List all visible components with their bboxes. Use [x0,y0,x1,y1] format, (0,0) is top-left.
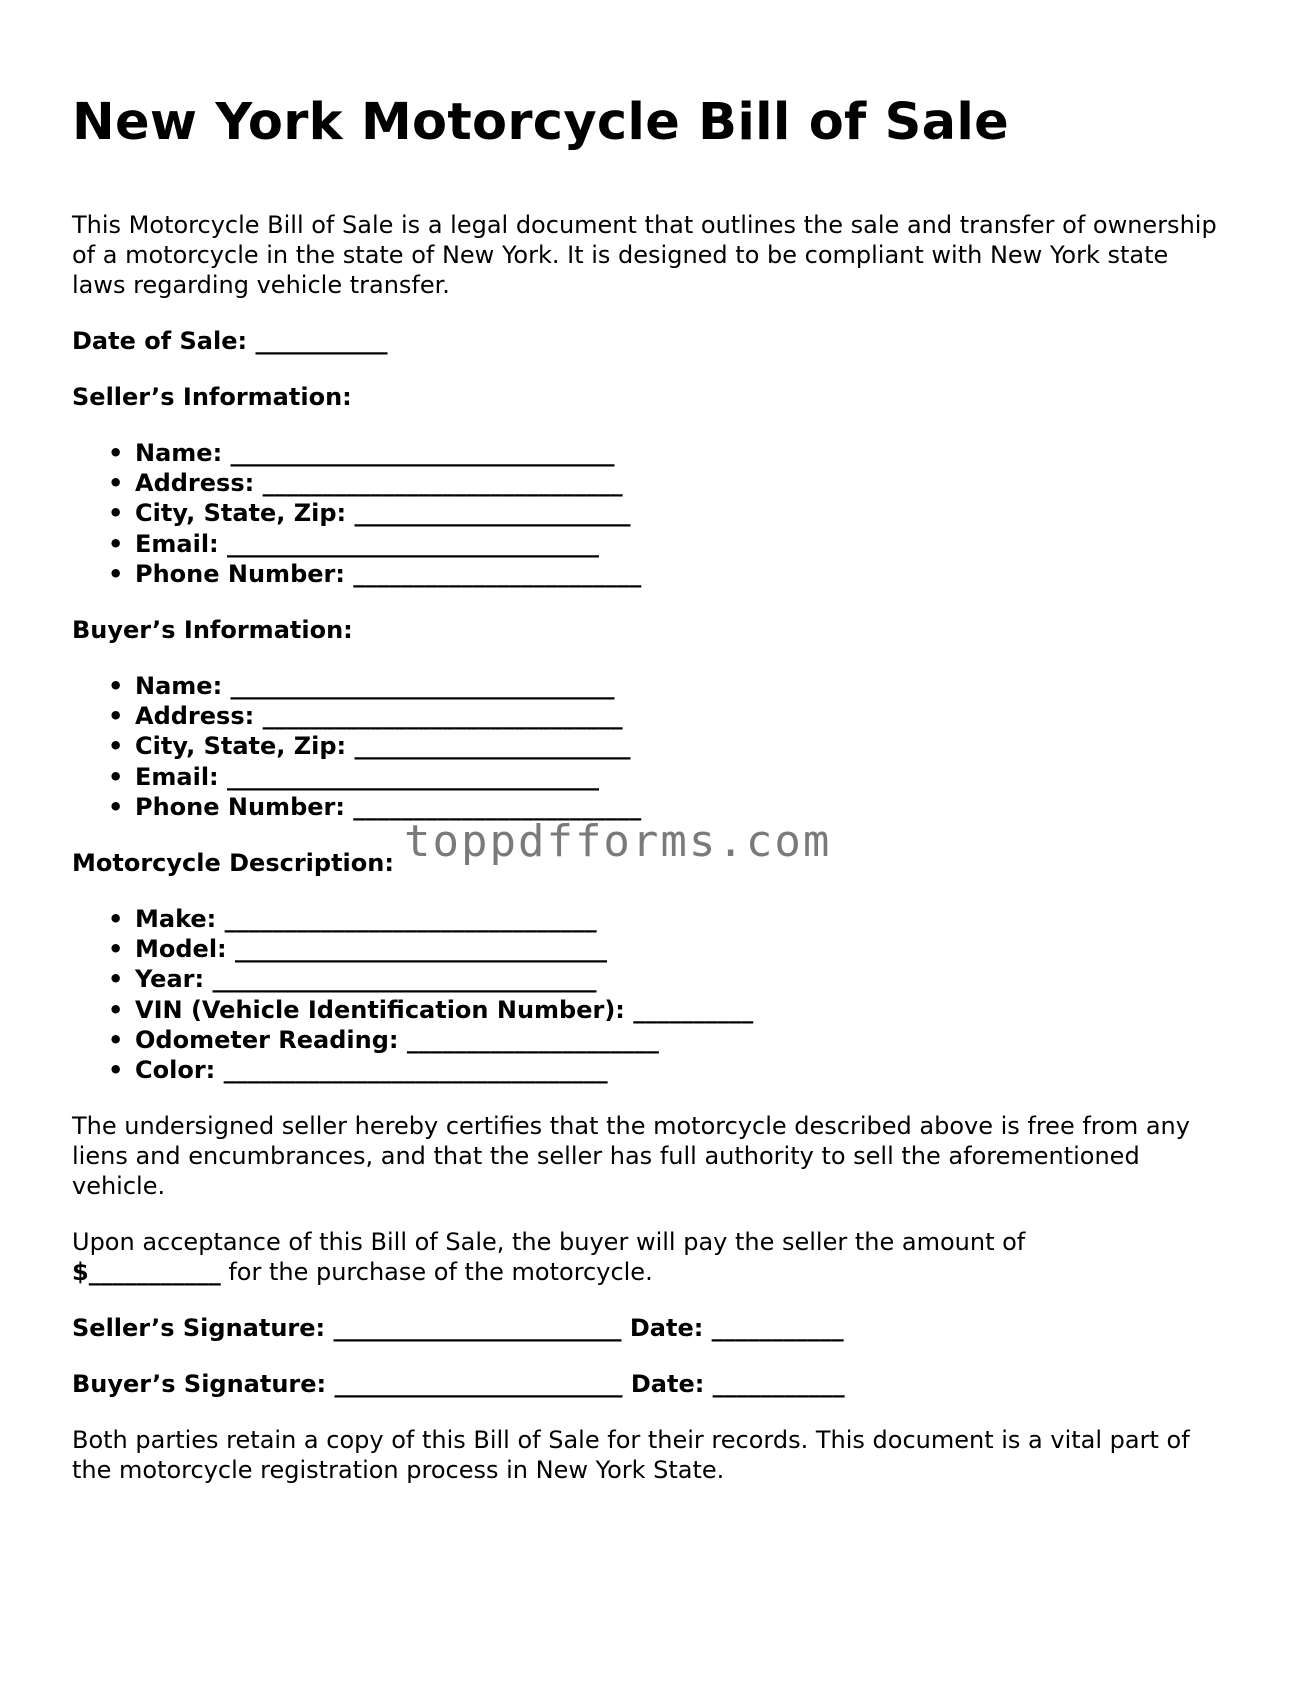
seller-email-field: • Email: _______________________________ [72,529,1232,559]
seller-name-field: • Name: ________________________________ [72,438,1232,468]
date-of-sale-field: Date of Sale: ___________ [72,327,388,355]
intro-paragraph: This Motorcycle Bill of Sale is a legal document that outlines the sale and transfer of ownership of a motorcycle in the state of New York. It is designed to be compliant with New York state laws regarding vehicle transfer. [72,211,1217,299]
seller-address-field: • Address: ______________________________ [72,468,1232,498]
buyer-signature-line: Buyer’s Signature: ________________________ Date: ___________ [72,1370,845,1399]
closing-paragraph: Both parties retain a copy of this Bill of Sale for their records. This document is a vital part of the motorcycle registration process in New York State. [72,1426,1190,1485]
motorcycle-section-heading: Motorcycle Description: [72,849,394,878]
payment-amount-blank: $___________ [72,1258,221,1287]
document-page [72,88,1232,1485]
buyer-section-heading: Buyer’s Information: [72,616,353,645]
buyer-city-state-zip-field: • City, State, Zip: _______________________ [72,731,1232,761]
page-title: New York Motorcycle Bill of Sale [72,93,1010,152]
seller-fields-list [72,438,1232,589]
motorcycle-year-field: • Year: ________________________________ [72,964,1232,994]
payment-text: Upon acceptance of this Bill of Sale, the buyer will pay the seller the amount of [72,1228,1026,1257]
watermark: toppdfforms.com [404,816,832,867]
motorcycle-model-field: • Model: _______________________________ [72,934,1232,964]
certification-paragraph: The undersigned seller hereby certifies that the motorcycle described above is free from any liens and encumbrances, and that the seller has full authority to sell the aforementioned vehicle. [72,1112,1190,1201]
buyer-address-field: • Address: ______________________________ [72,701,1232,731]
buyer-phone-field: • Phone Number: ________________________ [72,792,1232,822]
buyer-name-field: • Name: ________________________________ [72,671,1232,701]
payment-paragraph [72,1227,1232,1287]
seller-signature-line: Seller’s Signature: ________________________ Date: ___________ [72,1314,844,1343]
motorcycle-vin-field: • VIN (Vehicle Identification Number): __________ [72,995,1232,1025]
seller-city-state-zip-field: • City, State, Zip: _______________________ [72,498,1232,528]
motorcycle-color-field: • Color: ________________________________ [72,1055,1232,1085]
motorcycle-odometer-field: • Odometer Reading: _____________________ [72,1025,1232,1055]
buyer-fields-list [72,671,1232,822]
payment-text-after: for the purchase of the motorcycle. [220,1258,653,1287]
seller-phone-field: • Phone Number: ________________________ [72,559,1232,589]
motorcycle-fields-list [72,904,1232,1085]
motorcycle-make-field: • Make: _______________________________ [72,904,1232,934]
buyer-email-field: • Email: _______________________________ [72,762,1232,792]
seller-section-heading: Seller’s Information: [72,383,352,411]
